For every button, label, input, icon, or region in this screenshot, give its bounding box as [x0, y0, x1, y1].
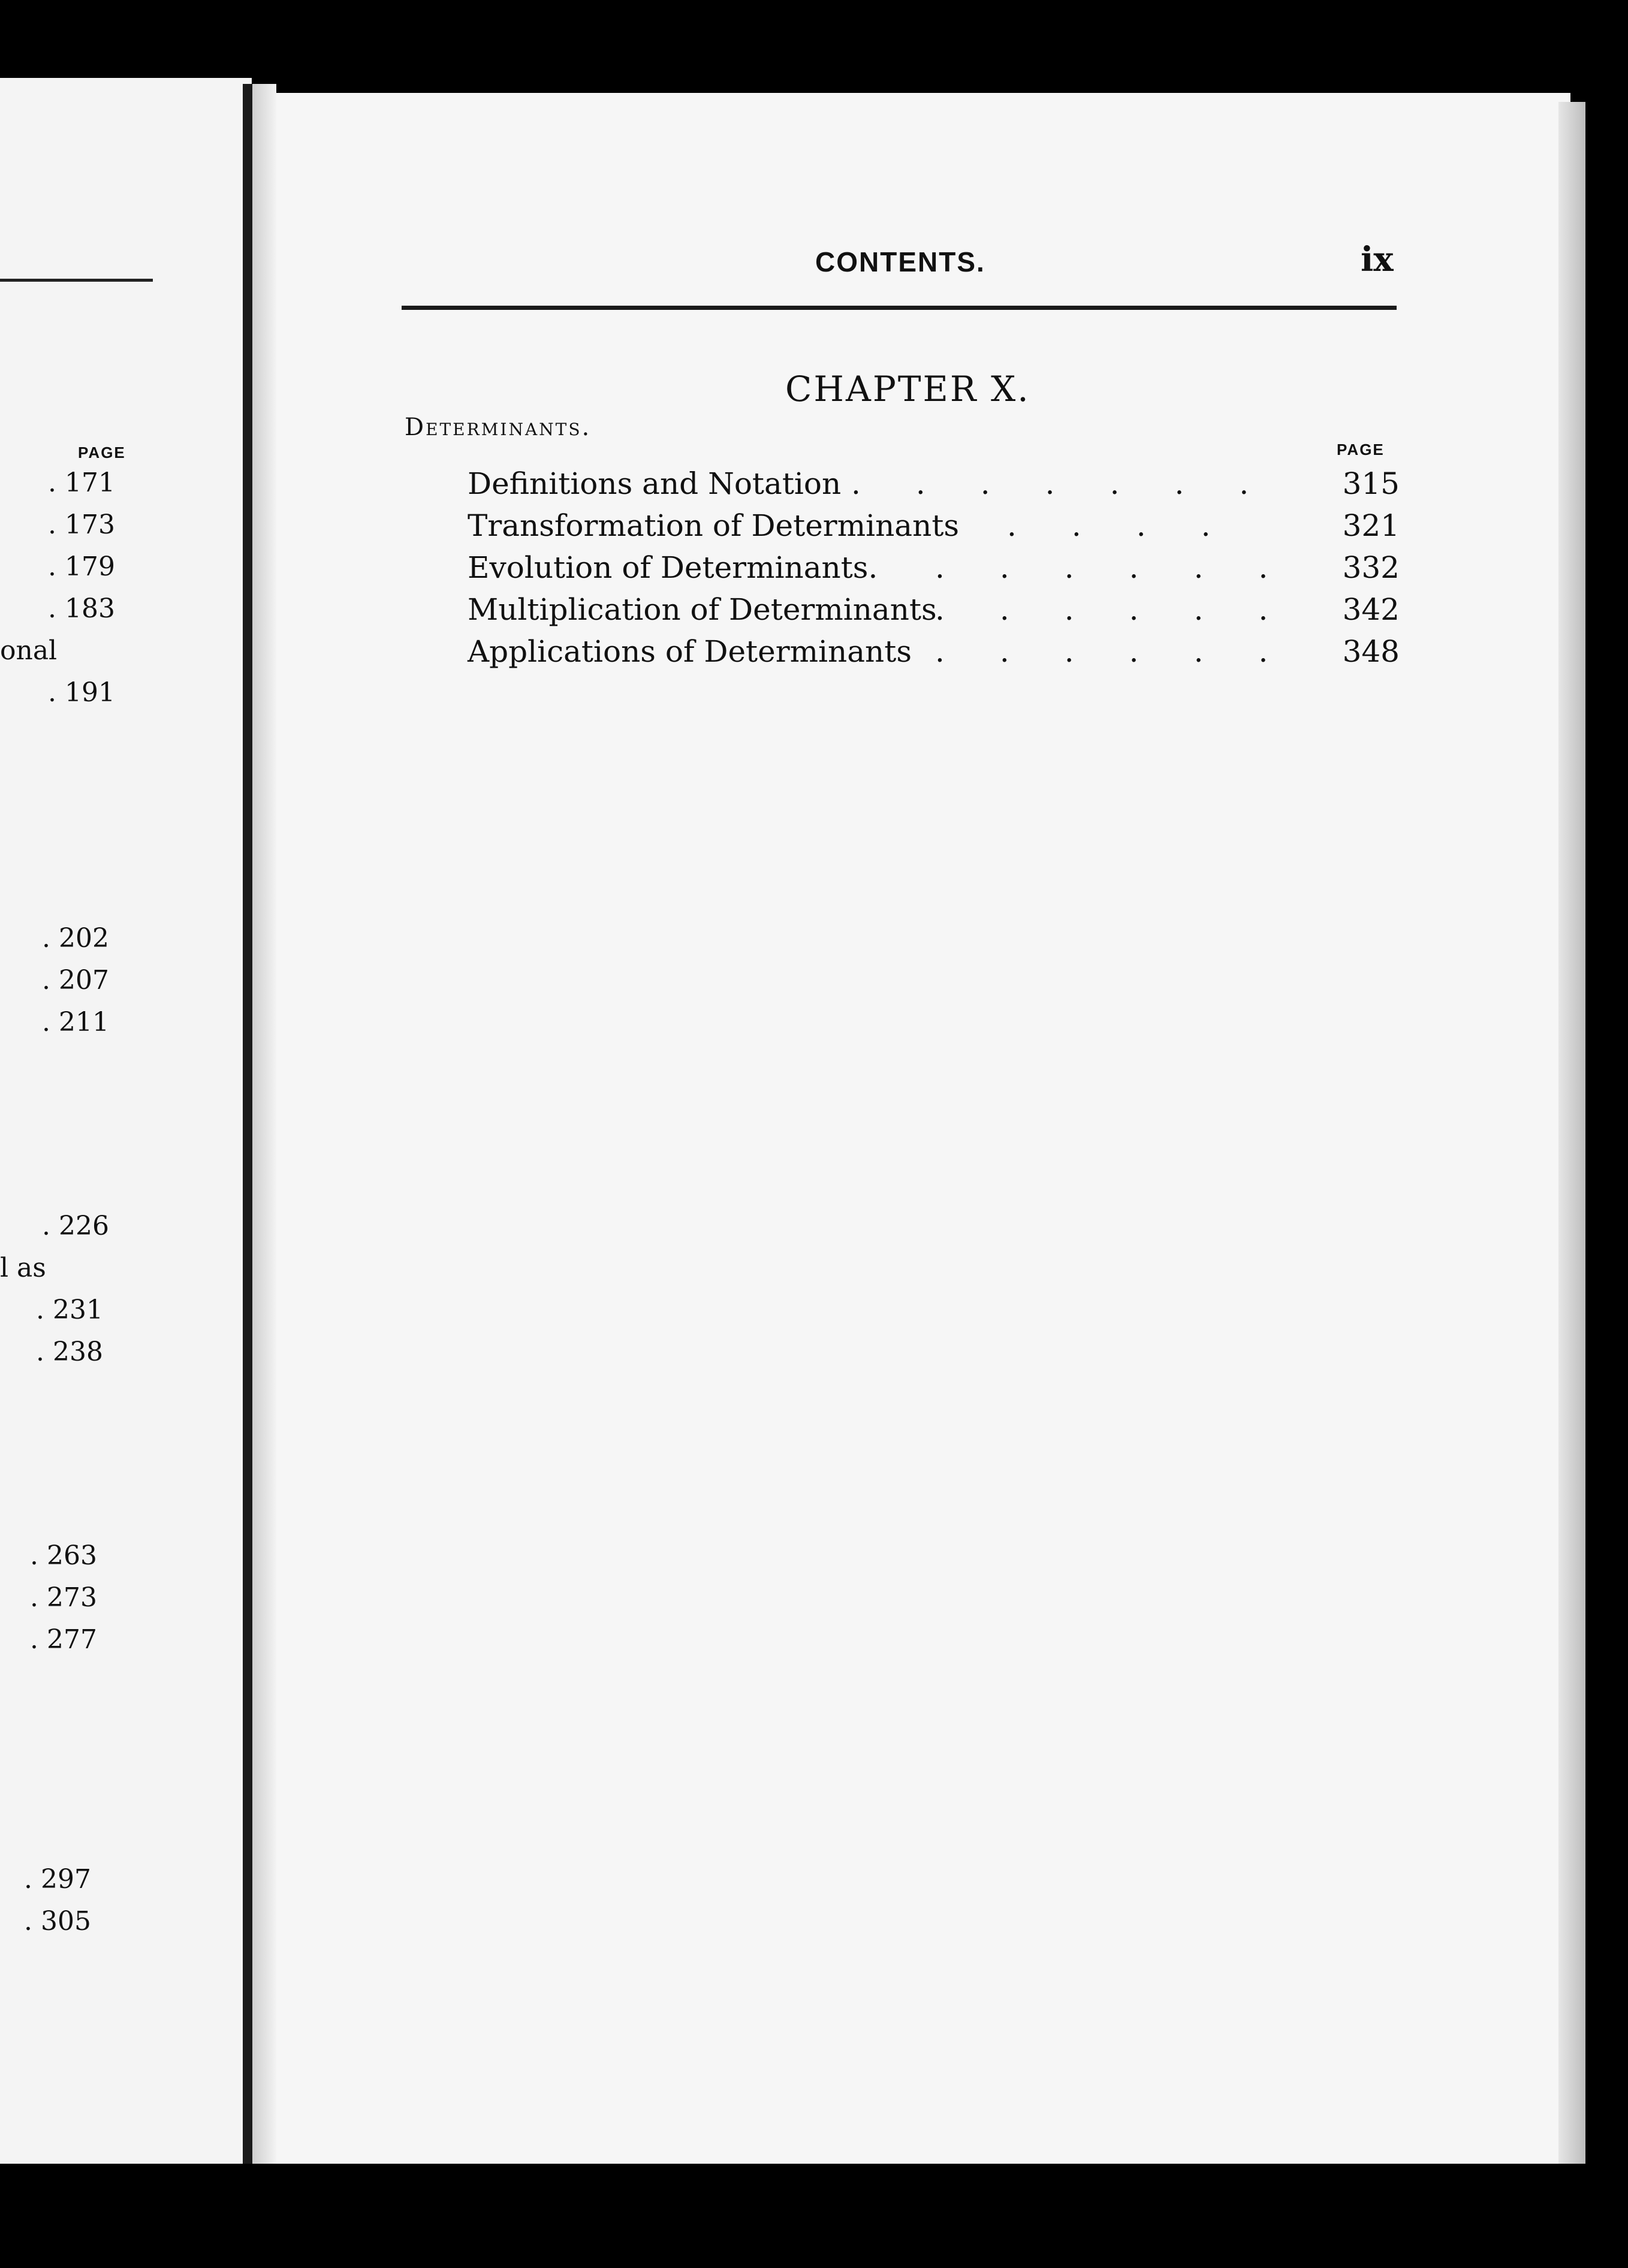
spine-shadow — [252, 84, 276, 2164]
left-page — [0, 78, 252, 2164]
toc-entry — [468, 465, 1400, 503]
left-entry: . 183 — [48, 593, 115, 624]
toc-entry-page: 315 — [1342, 466, 1400, 501]
toc-entry-title: Evolution of Determinants. — [468, 550, 878, 585]
page-number: ix — [1361, 240, 1394, 279]
running-head: CONTENTS. — [815, 246, 985, 278]
toc-leader-dots: ...... — [935, 550, 1323, 585]
header-rule — [402, 306, 1397, 310]
left-entry: . 207 — [42, 965, 109, 996]
left-page-label: PAGE — [78, 444, 126, 462]
left-entry: . 263 — [30, 1540, 97, 1571]
toc-entry-page: 321 — [1342, 508, 1400, 543]
toc-entry-page: 342 — [1342, 592, 1400, 627]
toc-leader-dots: ...... — [935, 634, 1323, 669]
left-entry: onal — [0, 635, 58, 666]
toc-entry-page: 348 — [1342, 634, 1400, 669]
left-entry: . 226 — [42, 1211, 109, 1241]
chapter-title: CHAPTER X. — [785, 369, 1030, 409]
section-title: Determinants. — [405, 414, 592, 441]
toc-entry — [468, 506, 1400, 545]
left-entry: . 305 — [24, 1906, 91, 1937]
book-spine — [243, 84, 252, 2164]
toc-entry — [468, 590, 1400, 629]
toc-leader-dots: ....... — [851, 466, 1304, 501]
left-entry: . 277 — [30, 1624, 97, 1655]
left-entry: . 202 — [42, 923, 109, 954]
left-entry: . 238 — [36, 1337, 103, 1367]
toc-entry-title: Definitions and Notation — [468, 466, 842, 501]
left-entry: l as — [0, 1253, 46, 1283]
page-edge — [1558, 102, 1585, 2164]
left-entry: . 191 — [48, 677, 115, 708]
left-page-rule — [0, 279, 153, 282]
left-entry: . 297 — [24, 1864, 91, 1895]
toc-leader-dots: .... — [1007, 508, 1266, 543]
toc-entry — [468, 548, 1400, 587]
toc-entry-title: Multiplication of Determinants — [468, 592, 937, 627]
left-entry: . 179 — [48, 551, 115, 582]
toc-entry — [468, 632, 1400, 671]
left-entry: . 173 — [48, 509, 115, 540]
toc-leader-dots: ...... — [935, 592, 1323, 627]
toc-entry-page: 332 — [1342, 550, 1400, 585]
left-entry: . 211 — [42, 1007, 109, 1038]
page-column-label: PAGE — [1337, 441, 1385, 459]
left-entry: . 273 — [30, 1582, 97, 1613]
toc-entry-title: Transformation of Determinants — [468, 508, 960, 543]
left-entry: . 171 — [48, 468, 115, 498]
toc-entry-title: Applications of Determinants — [468, 634, 912, 669]
left-entry: . 231 — [36, 1295, 103, 1325]
